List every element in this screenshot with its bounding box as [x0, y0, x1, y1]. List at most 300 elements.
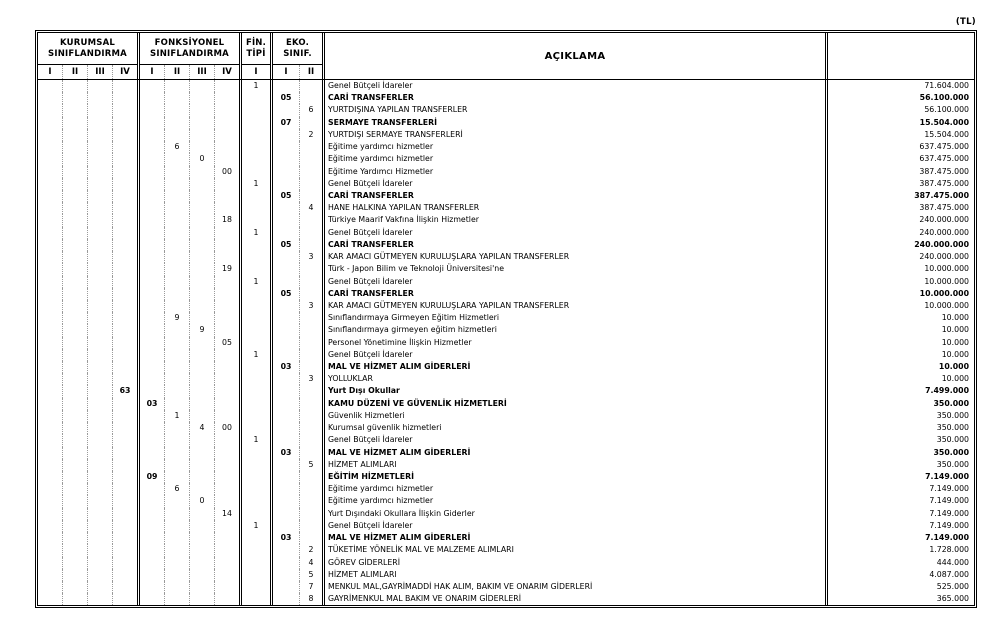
cell-description: Genel Bütçeli İdareler — [328, 276, 413, 286]
cell-fonksiyonel-3 — [189, 459, 214, 471]
table-row — [38, 214, 974, 226]
cell-eko-2 — [299, 141, 322, 153]
cell-description: Genel Bütçeli İdareler — [328, 81, 413, 90]
cell-fonksiyonel-4 — [214, 410, 239, 422]
table-row — [38, 447, 974, 459]
cell-fonksiyonel-1 — [140, 349, 164, 361]
cell-kurumsal-1 — [38, 178, 62, 190]
cell-kurumsal-1 — [38, 141, 62, 153]
cell-kurumsal-4 — [112, 166, 137, 178]
cell-eko-1 — [273, 324, 299, 336]
table-row — [38, 544, 974, 556]
cell-kurumsal-1 — [38, 483, 62, 495]
cell-kurumsal-4 — [112, 141, 137, 153]
cell-fonksiyonel-4 — [214, 288, 239, 300]
cell-description: Eğitime yardımcı hizmetler — [328, 484, 434, 494]
table-row — [38, 300, 974, 312]
cell-amount: 15.504.000 — [919, 117, 969, 127]
cell-kurumsal-2 — [62, 337, 87, 349]
cell-fonksiyonel-2 — [164, 508, 189, 520]
table-row — [38, 166, 974, 178]
cell-eko-2 — [299, 276, 322, 288]
cell-fonksiyonel-4 — [214, 300, 239, 312]
cell-kurumsal-1 — [38, 459, 62, 471]
cell-eko-2 — [299, 385, 322, 397]
table-row — [38, 202, 974, 214]
cell-fonksiyonel-4 — [214, 190, 239, 202]
fonksiyonel-title: FONKSİYONEL SINIFLANDIRMA — [140, 33, 239, 65]
cell-kurumsal-4 — [112, 410, 137, 422]
cell-fonksiyonel-3 — [189, 312, 214, 324]
cell-fonksiyonel-2 — [164, 471, 189, 483]
cell-amount: 387.475.000 — [914, 190, 969, 200]
cell-fonksiyonel-2 — [164, 178, 189, 190]
cell-fin-tipi — [242, 581, 270, 593]
cell-fonksiyonel-3 — [189, 532, 214, 544]
cell-kurumsal-3 — [87, 459, 112, 471]
cell-fonksiyonel-4: 14 — [214, 508, 239, 520]
cell-fonksiyonel-3 — [189, 434, 214, 446]
cell-kurumsal-3 — [87, 141, 112, 153]
cell-fonksiyonel-1 — [140, 544, 164, 556]
cell-kurumsal-1 — [38, 263, 62, 275]
table-row — [38, 324, 974, 336]
table-row — [38, 422, 974, 434]
table-row — [38, 495, 974, 507]
cell-eko-2: 4 — [299, 557, 322, 569]
table-row — [38, 117, 974, 129]
budget-table — [35, 30, 977, 608]
cell-fin-tipi — [242, 361, 270, 373]
table-row — [38, 385, 974, 397]
cell-kurumsal-4 — [112, 544, 137, 556]
cell-fonksiyonel-2 — [164, 300, 189, 312]
cell-fonksiyonel-2 — [164, 593, 189, 605]
cell-kurumsal-3 — [87, 361, 112, 373]
cell-kurumsal-1 — [38, 361, 62, 373]
cell-fonksiyonel-3 — [189, 190, 214, 202]
table-row — [38, 141, 974, 153]
kurumsal-level-2: II — [62, 65, 87, 79]
cell-amount: 10.000 — [938, 362, 969, 372]
cell-fin-tipi — [242, 373, 270, 385]
cell-fonksiyonel-1 — [140, 593, 164, 605]
cell-fin-tipi — [242, 129, 270, 141]
cell-eko-1 — [273, 495, 299, 507]
cell-fonksiyonel-4 — [214, 178, 239, 190]
cell-eko-1 — [273, 459, 299, 471]
cell-fin-tipi: 1 — [253, 178, 259, 188]
cell-kurumsal-2 — [62, 312, 87, 324]
table-row — [38, 593, 974, 605]
cell-description: CARİ TRANSFERLER — [328, 93, 414, 103]
cell-kurumsal-4 — [112, 532, 137, 544]
cell-kurumsal-3 — [87, 508, 112, 520]
cell-fonksiyonel-2 — [164, 361, 189, 373]
cell-fonksiyonel-3 — [189, 166, 214, 178]
cell-fonksiyonel-1 — [140, 166, 164, 178]
cell-fonksiyonel-3 — [189, 300, 214, 312]
cell-fin-tipi — [242, 141, 270, 153]
cell-description: GÖREV GİDERLERİ — [328, 557, 401, 567]
cell-description: EĞİTİM HİZMETLERİ — [328, 472, 415, 481]
cell-fonksiyonel-3 — [189, 385, 214, 397]
cell-kurumsal-3 — [87, 544, 112, 556]
cell-eko-2 — [299, 495, 322, 507]
cell-kurumsal-1 — [38, 276, 62, 288]
cell-kurumsal-4 — [112, 104, 137, 116]
cell-fonksiyonel-3 — [189, 276, 214, 288]
cell-kurumsal-2 — [62, 92, 87, 104]
table-row — [38, 178, 974, 190]
cell-fonksiyonel-2 — [164, 544, 189, 556]
table-row — [38, 104, 974, 116]
cell-fonksiyonel-2 — [164, 214, 189, 226]
cell-eko-1 — [273, 129, 299, 141]
cell-kurumsal-1 — [38, 300, 62, 312]
cell-fin-tipi — [242, 557, 270, 569]
cell-kurumsal-2 — [62, 569, 87, 581]
cell-eko-2: 6 — [299, 104, 322, 116]
cell-kurumsal-1 — [38, 166, 62, 178]
cell-kurumsal-1 — [38, 202, 62, 214]
cell-amount: 71.604.000 — [924, 81, 969, 90]
cell-fonksiyonel-4 — [214, 557, 239, 569]
cell-fin-tipi — [242, 202, 270, 214]
cell-kurumsal-4 — [112, 373, 137, 385]
cell-kurumsal-4 — [112, 483, 137, 495]
cell-fonksiyonel-3 — [189, 398, 214, 410]
table-row — [38, 337, 974, 349]
cell-kurumsal-3 — [87, 557, 112, 569]
cell-kurumsal-4 — [112, 593, 137, 605]
cell-eko-1 — [273, 300, 299, 312]
cell-fin-tipi — [242, 324, 270, 336]
cell-kurumsal-1 — [38, 227, 62, 239]
cell-description: KAMU DÜZENİ VE GÜVENLİK HİZMETLERİ — [328, 398, 507, 408]
cell-kurumsal-3 — [87, 471, 112, 483]
cell-fonksiyonel-4 — [214, 324, 239, 336]
table-row — [38, 508, 974, 520]
cell-kurumsal-1 — [38, 251, 62, 263]
cell-fonksiyonel-2 — [164, 80, 189, 92]
cell-kurumsal-2 — [62, 557, 87, 569]
cell-eko-2: 7 — [299, 581, 322, 593]
table-row — [38, 483, 974, 495]
cell-amount: 10.000 — [941, 337, 969, 347]
cell-kurumsal-2 — [62, 227, 87, 239]
cell-fonksiyonel-1 — [140, 581, 164, 593]
cell-amount: 7.149.000 — [929, 496, 969, 506]
cell-fonksiyonel-3 — [189, 141, 214, 153]
cell-fonksiyonel-1 — [140, 190, 164, 202]
cell-kurumsal-4 — [112, 569, 137, 581]
cell-description: KAR AMACI GÜTMEYEN KURULUŞLARA YAPILAN TRANSFERLER — [328, 252, 570, 262]
cell-eko-1 — [273, 471, 299, 483]
cell-eko-1 — [273, 581, 299, 593]
cell-kurumsal-1 — [38, 312, 62, 324]
eko-sinif-level-2: II — [299, 65, 322, 79]
cell-kurumsal-2 — [62, 80, 87, 92]
cell-kurumsal-1 — [38, 385, 62, 397]
cell-kurumsal-3 — [87, 483, 112, 495]
cell-description: CARİ TRANSFERLER — [328, 288, 414, 298]
cell-fonksiyonel-4 — [214, 569, 239, 581]
cell-fonksiyonel-3: 9 — [189, 324, 214, 336]
cell-eko-1 — [273, 508, 299, 520]
cell-fonksiyonel-4 — [214, 312, 239, 324]
cell-eko-1 — [273, 373, 299, 385]
table-row — [38, 434, 974, 446]
cell-amount: 10.000 — [941, 374, 969, 384]
cell-fonksiyonel-4 — [214, 251, 239, 263]
cell-eko-1 — [273, 80, 299, 92]
cell-fonksiyonel-3: 4 — [189, 422, 214, 434]
cell-fonksiyonel-4 — [214, 471, 239, 483]
cell-kurumsal-3 — [87, 398, 112, 410]
cell-description: Genel Bütçeli İdareler — [328, 178, 413, 188]
cell-kurumsal-3 — [87, 190, 112, 202]
kurumsal-level-row — [38, 65, 137, 79]
cell-fonksiyonel-3 — [189, 349, 214, 361]
cell-kurumsal-3 — [87, 410, 112, 422]
cell-kurumsal-4 — [112, 276, 137, 288]
cell-fonksiyonel-4 — [214, 202, 239, 214]
cell-fonksiyonel-4: 00 — [214, 166, 239, 178]
kurumsal-level-4: IV — [112, 65, 137, 79]
cell-fonksiyonel-1 — [140, 508, 164, 520]
cell-kurumsal-3 — [87, 569, 112, 581]
cell-fonksiyonel-4 — [214, 227, 239, 239]
cell-kurumsal-4 — [112, 288, 137, 300]
currency-unit-label: (TL) — [955, 17, 976, 27]
cell-description: Güvenlik Hizmetleri — [328, 410, 405, 420]
fin-tipi-level-row — [242, 65, 270, 79]
cell-fin-tipi — [242, 471, 270, 483]
cell-fonksiyonel-1 — [140, 80, 164, 92]
cell-fonksiyonel-1 — [140, 495, 164, 507]
cell-fin-tipi — [242, 166, 270, 178]
cell-amount: 240.000.000 — [914, 239, 969, 249]
cell-fonksiyonel-4 — [214, 141, 239, 153]
cell-fonksiyonel-2 — [164, 166, 189, 178]
cell-amount: 637.475.000 — [919, 154, 969, 164]
cell-eko-2 — [299, 422, 322, 434]
cell-kurumsal-1 — [38, 104, 62, 116]
cell-kurumsal-2 — [62, 520, 87, 532]
cell-description: HANE HALKINA YAPILAN TRANSFERLER — [328, 203, 480, 213]
table-row — [38, 251, 974, 263]
cell-eko-1 — [273, 141, 299, 153]
cell-kurumsal-1 — [38, 422, 62, 434]
table-row — [38, 153, 974, 165]
cell-fonksiyonel-1 — [140, 459, 164, 471]
cell-amount: 240.000.000 — [919, 252, 969, 262]
table-row — [38, 239, 974, 251]
fonksiyonel-level-3: III — [189, 65, 214, 79]
cell-fonksiyonel-4: 19 — [214, 263, 239, 275]
cell-fonksiyonel-1 — [140, 361, 164, 373]
cell-eko-1 — [273, 557, 299, 569]
cell-kurumsal-2 — [62, 349, 87, 361]
cell-fonksiyonel-3 — [189, 508, 214, 520]
cell-fonksiyonel-4 — [214, 361, 239, 373]
cell-description: Genel Bütçeli İdareler — [328, 520, 413, 530]
cell-amount: 15.504.000 — [924, 129, 969, 139]
cell-kurumsal-1 — [38, 532, 62, 544]
fin-tipi-title: FİN. TİPİ — [242, 33, 270, 65]
cell-kurumsal-3 — [87, 263, 112, 275]
cell-kurumsal-2 — [62, 459, 87, 471]
cell-fonksiyonel-4 — [214, 398, 239, 410]
cell-description: MAL VE HİZMET ALIM GİDERLERİ — [328, 533, 471, 543]
cell-description: Personel Yönetimine İlişkin Hizmetler — [328, 337, 472, 347]
table-body — [38, 80, 974, 605]
cell-amount: 387.475.000 — [919, 166, 969, 176]
cell-fonksiyonel-4: 18 — [214, 214, 239, 226]
cell-fonksiyonel-4 — [214, 581, 239, 593]
header-group-aciklama — [322, 33, 825, 79]
table-row — [38, 532, 974, 544]
cell-amount: 350.000 — [933, 398, 969, 408]
cell-fonksiyonel-2 — [164, 422, 189, 434]
cell-fin-tipi — [242, 337, 270, 349]
cell-amount: 387.475.000 — [919, 203, 969, 213]
table-row — [38, 398, 974, 410]
cell-eko-1: 05 — [280, 190, 292, 200]
cell-description: MAL VE HİZMET ALIM GİDERLERİ — [328, 362, 471, 372]
aciklama-title: AÇIKLAMA — [544, 50, 606, 62]
cell-kurumsal-1 — [38, 190, 62, 202]
cell-kurumsal-3 — [87, 117, 112, 129]
cell-kurumsal-1 — [38, 288, 62, 300]
cell-kurumsal-4 — [112, 361, 137, 373]
table-row — [38, 349, 974, 361]
cell-fonksiyonel-1 — [140, 251, 164, 263]
cell-kurumsal-2 — [62, 483, 87, 495]
cell-eko-2 — [299, 288, 322, 300]
cell-kurumsal-3 — [87, 520, 112, 532]
cell-fonksiyonel-2 — [164, 117, 189, 129]
cell-fonksiyonel-3 — [189, 214, 214, 226]
cell-kurumsal-2 — [62, 385, 87, 397]
cell-description: Genel Bütçeli İdareler — [328, 349, 413, 359]
cell-fonksiyonel-1 — [140, 214, 164, 226]
cell-description: Genel Bütçeli İdareler — [328, 435, 413, 445]
cell-description: YOLLUKLAR — [328, 374, 373, 384]
cell-eko-2 — [299, 92, 322, 104]
cell-fonksiyonel-2 — [164, 92, 189, 104]
cell-kurumsal-4 — [112, 263, 137, 275]
cell-fonksiyonel-4 — [214, 520, 239, 532]
cell-kurumsal-4 — [112, 508, 137, 520]
cell-amount: 10.000 — [941, 325, 969, 335]
cell-kurumsal-1 — [38, 324, 62, 336]
cell-eko-2: 8 — [299, 593, 322, 605]
cell-fonksiyonel-1 — [140, 288, 164, 300]
cell-fin-tipi — [242, 153, 270, 165]
cell-fonksiyonel-4 — [214, 483, 239, 495]
cell-fonksiyonel-4 — [214, 117, 239, 129]
cell-fonksiyonel-4 — [214, 434, 239, 446]
cell-fonksiyonel-2 — [164, 373, 189, 385]
cell-kurumsal-2 — [62, 190, 87, 202]
cell-kurumsal-4 — [112, 300, 137, 312]
cell-fonksiyonel-4 — [214, 447, 239, 459]
cell-fin-tipi: 1 — [253, 227, 259, 237]
cell-kurumsal-3 — [87, 153, 112, 165]
cell-kurumsal-2 — [62, 300, 87, 312]
cell-kurumsal-3 — [87, 251, 112, 263]
cell-kurumsal-2 — [62, 434, 87, 446]
cell-fonksiyonel-4 — [214, 239, 239, 251]
cell-kurumsal-1 — [38, 410, 62, 422]
cell-eko-1 — [273, 214, 299, 226]
cell-eko-1: 05 — [280, 239, 292, 249]
cell-description: Yurt Dışındaki Okullara İlişkin Giderler — [328, 508, 475, 518]
cell-eko-2 — [299, 324, 322, 336]
cell-eko-2 — [299, 520, 322, 532]
cell-kurumsal-4 — [112, 92, 137, 104]
cell-kurumsal-4 — [112, 239, 137, 251]
cell-eko-1 — [273, 166, 299, 178]
cell-fonksiyonel-4 — [214, 459, 239, 471]
cell-fonksiyonel-1 — [140, 129, 164, 141]
cell-kurumsal-2 — [62, 178, 87, 190]
cell-fin-tipi — [242, 569, 270, 581]
cell-eko-2 — [299, 337, 322, 349]
cell-kurumsal-2 — [62, 104, 87, 116]
cell-kurumsal-4 — [112, 117, 137, 129]
cell-fonksiyonel-4 — [214, 385, 239, 397]
cell-eko-1 — [273, 385, 299, 397]
table-row — [38, 263, 974, 275]
header-group-amount — [825, 33, 974, 79]
cell-kurumsal-3 — [87, 202, 112, 214]
table-row — [38, 288, 974, 300]
cell-kurumsal-1 — [38, 520, 62, 532]
cell-kurumsal-1 — [38, 349, 62, 361]
cell-fonksiyonel-1 — [140, 300, 164, 312]
cell-fonksiyonel-1 — [140, 422, 164, 434]
cell-eko-2 — [299, 483, 322, 495]
cell-description: CARİ TRANSFERLER — [328, 239, 414, 249]
cell-eko-2: 2 — [299, 129, 322, 141]
cell-kurumsal-3 — [87, 104, 112, 116]
cell-kurumsal-3 — [87, 178, 112, 190]
cell-fonksiyonel-4: 05 — [214, 337, 239, 349]
cell-amount: 7.149.000 — [925, 533, 969, 543]
cell-eko-1 — [273, 227, 299, 239]
kurumsal-level-3: III — [87, 65, 112, 79]
cell-fonksiyonel-3 — [189, 581, 214, 593]
cell-eko-1 — [273, 337, 299, 349]
cell-fonksiyonel-4 — [214, 532, 239, 544]
cell-eko-2 — [299, 434, 322, 446]
cell-kurumsal-2 — [62, 532, 87, 544]
cell-eko-1: 05 — [280, 288, 292, 298]
cell-kurumsal-3 — [87, 276, 112, 288]
cell-fonksiyonel-3 — [189, 263, 214, 275]
header-group-fonksiyonel — [137, 33, 239, 79]
cell-kurumsal-3 — [87, 495, 112, 507]
table-row — [38, 410, 974, 422]
cell-fonksiyonel-3 — [189, 410, 214, 422]
cell-kurumsal-2 — [62, 544, 87, 556]
cell-amount: 7.499.000 — [925, 386, 969, 396]
cell-kurumsal-3 — [87, 447, 112, 459]
cell-amount: 444.000 — [936, 557, 969, 567]
